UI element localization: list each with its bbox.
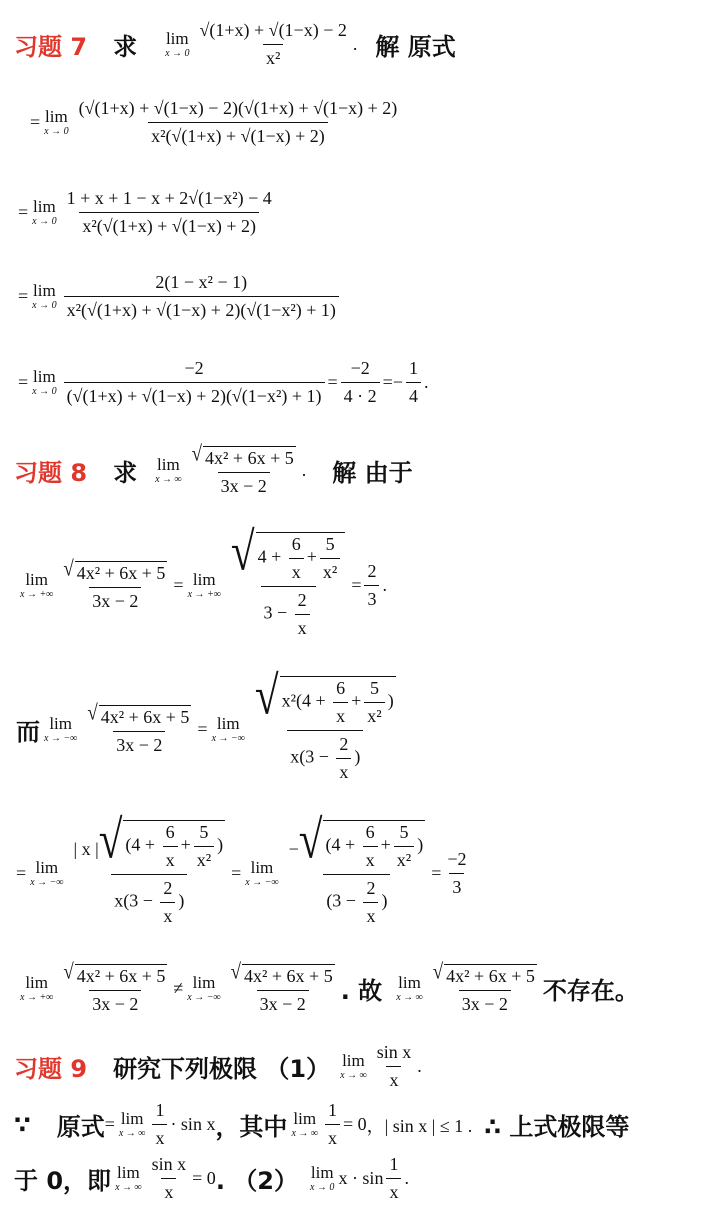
part2-word: . （2） — [215, 1167, 298, 1195]
ex8-question-line: 习题 8 求 lim x → ∞ √ 4x² + 6x + 5 3x − 2 . 解 由于 — [14, 441, 413, 496]
fraction: $\frac{√(1+x) + √(1-x) - 2}{\text{x²}}$ — [199, 20, 347, 68]
ex7-question-line — [0, 20, 726, 69]
ex7-solve: 解 原式 — [375, 33, 456, 61]
ex8-minus-infinity: 而 lim x → −∞ √ 4x² + 6x + 5 3x − 2 = lim x → −∞ √ x²(4 + $\frac{6}{x}$ + $\frac{5}{\text{x²}}$ ) x(3 − $\frac{2}{x}$ ) — [16, 667, 394, 782]
line3-word: 于 0，即 — [14, 1167, 112, 1195]
because-symbol: ∵ — [14, 1110, 31, 1139]
ex7-step4: = lim x → 0 $\frac{-2}{\text{(√(1+x) + √(1−x) + 2)(√(1−x²) + 1)}}$ = $\frac{-2}{4 \cdot 2}$ = − $\frac{1}{4}$ . — [18, 358, 429, 406]
ex8-minus-infinity-cont: = lim x → −∞ | x | √ (4 + $\frac{6}{x}$ + $\frac{5}{\text{x²}}$ ) x(3 − $\frac{2}{x}$ ) = lim x → −∞ − √ (4 + $\frac{6}{x}$ + $\frac{5}{\text{x²}}$ ) (3 − $\frac{2}{x}$ ) = $\frac{-2}{3}$ — [16, 811, 467, 926]
ex8-conclusion: lim x → +∞ √ 4x² + 6x + 5 3x − 2 ≠ lim x → −∞ √ 4x² + 6x + 5 3x − 2 . 故 lim x → ∞ √ 4x² + 6x + 5 3x − 2 不存在。 — [20, 959, 639, 1014]
ex8-ask: 求 — [113, 459, 138, 487]
ex7-step1: = lim x → 0 $\frac{(√(1+x) + √(1-x) - 2)(√(1+x) + √(1-x) + 2)}{\text{x²(√(1+x) + √(1−x) + 2)}}$ — [30, 98, 398, 146]
limit-operator: lim x → 0 — [165, 29, 190, 59]
er-word: 而 — [16, 718, 40, 746]
ex9-line3: 于 0，即 lim x → ∞ $\frac{\text{sin x}}{x}$ = 0 . （2） lim x → 0 x · sin $\frac{1}{x}$ . — [14, 1154, 409, 1202]
therefore-word: . 故 — [340, 977, 383, 1005]
ex8-plus-infinity: lim x → +∞ √ 4x² + 6x + 5 3x − 2 = lim x → +∞ √ 4 + $\frac{6}{x}$ + $\frac{5}{\text{x²}}$ 3 − $\frac{2}{x}$ = $\frac{2}{3}$ . — [20, 523, 387, 638]
ex9-question-line: 习题 9 研究下列极限 （1） lim x → ∞ $\frac{\text{sin x}}{x}$ . — [14, 1042, 422, 1090]
ex8-label: 习题 8 — [14, 459, 88, 487]
orig-word: 原式 — [56, 1113, 105, 1141]
where-word: ，其中 — [215, 1113, 288, 1141]
ex7-label: 习题 7 — [14, 33, 88, 61]
ex9-label: 习题 9 — [14, 1055, 88, 1083]
ex9-line2: ∵ 原式 = lim x → ∞ $\frac{1}{x}$ · sin x ，其中 lim x → ∞ $\frac{1}{x}$ = 0 ，| sin x | ≤ 1 . ∴ 上式极限等 — [14, 1100, 630, 1148]
not-exist-text: 不存在。 — [542, 977, 639, 1005]
so-word: ∴ 上式极限等 — [484, 1113, 630, 1141]
ex7-step3: = lim x → 0 $\frac{\text{2(1 − x² − 1)}}{\text{x²(√(1+x) + √(1−x) + 2)(√(1−x²) + 1)}}$ — [0, 272, 726, 321]
ex7-ask: 求 — [113, 33, 138, 61]
ex7-step2: = lim x → 0 $\frac{\text{1 + x + 1 − x + 2√(1−x²) − 4}}{\text{x²(√(1+x) + √(1−x) + 2)}}$ — [18, 188, 272, 236]
ex7-question-expr: lim x → 0 $\frac{√(1+x) + √(1-x) - 2}{\text{x²}}$ . — [165, 20, 358, 68]
ex9-task: 研究下列极限 （1） — [113, 1055, 331, 1083]
ex8-solve: 解 由于 — [332, 459, 413, 487]
